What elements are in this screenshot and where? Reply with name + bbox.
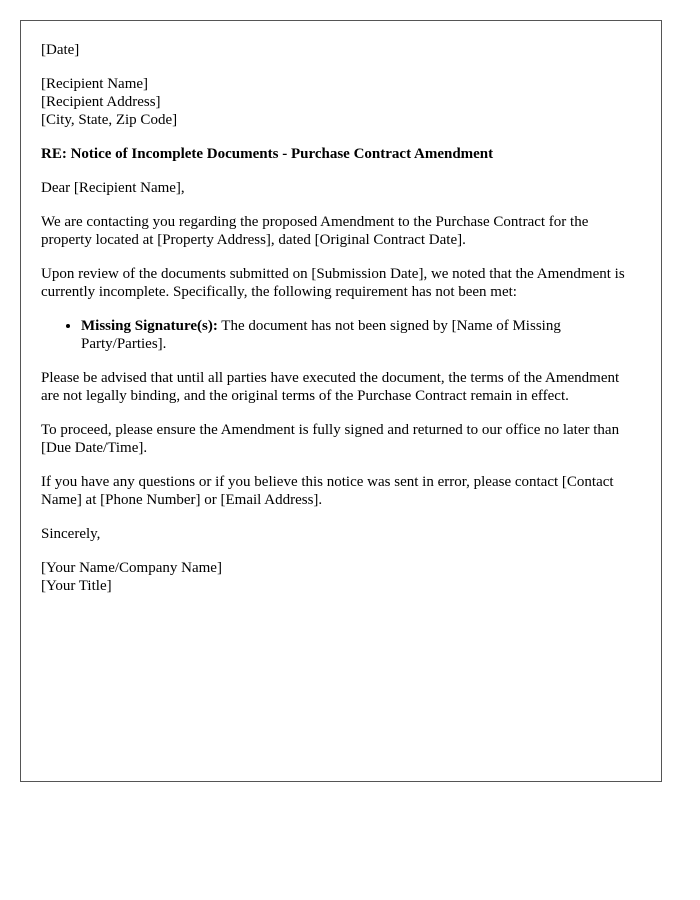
list-item	[81, 317, 641, 353]
paragraph-4: To proceed, please ensure the Amendment is fully signed and returned to our office no later than [Due Date/Time].	[41, 422, 620, 456]
recipient-name: [Recipient Name]	[41, 76, 149, 92]
bullet-label: Missing Signature(s):	[81, 318, 218, 334]
paragraph-1: We are contacting you regarding the proposed Amendment to the Purchase Contract for the property located at [Property Address], dated [Original Contract Date].	[41, 214, 589, 248]
requirements-list	[41, 317, 641, 353]
paragraph-5: If you have any questions or if you believe this notice was sent in error, please contact [Contact Name] at [Phone Number] or [Email Address].	[41, 474, 614, 508]
closing: Sincerely,	[41, 526, 101, 542]
recipient-address: [Recipient Address]	[41, 94, 161, 110]
subject	[41, 145, 641, 163]
paragraph-3: Please be advised that until all parties have executed the document, the terms of the Amendment are not legally binding, and the original terms of the Purchase Contract remain in effect.	[41, 370, 620, 404]
signature-block	[41, 559, 641, 595]
salutation: Dear [Recipient Name],	[41, 180, 185, 196]
bullet-text: The document has not been signed by [Name of Missing Party/Parties].	[81, 318, 561, 352]
subject-text: RE: Notice of Incomplete Documents - Purchase Contract Amendment	[41, 146, 494, 162]
signature-title: [Your Title]	[41, 578, 112, 594]
date: [Date]	[41, 42, 80, 58]
recipient-block	[41, 75, 641, 129]
paragraph-2: Upon review of the documents submitted on [Submission Date], we noted that the Amendment is currently incomplete. Specifically, the following requirement has not been met:	[41, 266, 625, 300]
letter	[20, 20, 662, 782]
signature-name: [Your Name/Company Name]	[41, 560, 222, 576]
recipient-city: [City, State, Zip Code]	[41, 112, 178, 128]
